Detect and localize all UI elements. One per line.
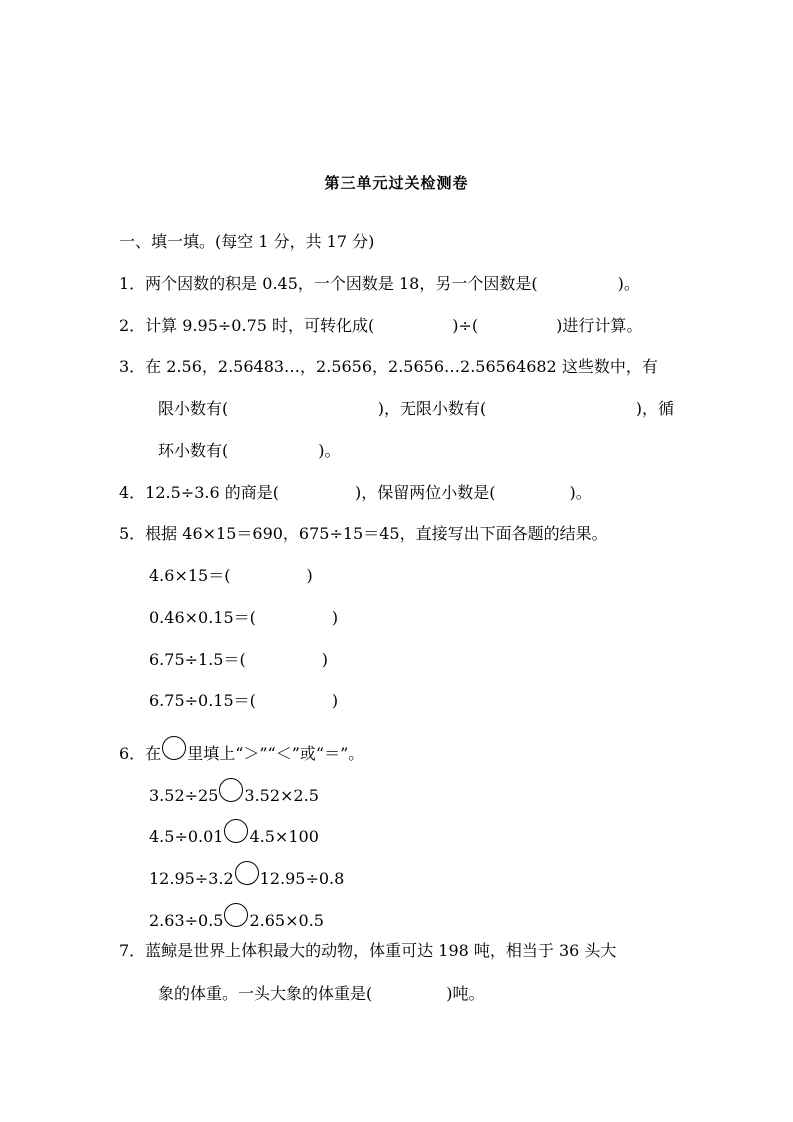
q6-item	[149, 903, 324, 931]
q6-item-right: 3.52×2.5	[244, 786, 319, 805]
q4-part-a: 4．12.5÷3.6 的商是(	[119, 483, 279, 502]
q5-item	[149, 691, 338, 711]
q6-item-left: 12.95÷3.2	[149, 869, 234, 888]
q6-item	[149, 819, 319, 847]
comparison-circle-icon	[235, 861, 259, 885]
circle-blank-icon	[162, 736, 186, 760]
question-2	[119, 316, 642, 336]
q5-item-expr: 4.6×15＝(	[149, 566, 231, 585]
q2-part-b: )÷(	[452, 316, 479, 335]
q5-item-close: )	[331, 691, 339, 710]
q5-item	[149, 608, 338, 628]
q6-item-left: 4.5÷0.01	[149, 827, 224, 846]
q2-part-a: 2．计算 9.95÷0.75 时，可转化成(	[119, 316, 375, 335]
q3-finite-label: 限小数有(	[158, 399, 229, 418]
comparison-circle-icon	[224, 819, 248, 843]
q5-item-expr: 0.46×0.15＝(	[149, 608, 256, 627]
q3-repeating-label: 环小数有(	[158, 441, 229, 460]
q1-text: 1．两个因数的积是 0.45，一个因数是 18，另一个因数是(	[119, 274, 538, 293]
question-6	[119, 736, 364, 764]
question-4	[119, 483, 592, 503]
question-3-line-1: 3．在 2.56，2.56483…，2.5656，2.5656…2.56564682 这些数中，有	[119, 357, 658, 376]
q3-repeating-prefix: )，循	[635, 399, 674, 418]
q6-item	[149, 861, 344, 889]
q6-item-left: 3.52÷25	[149, 786, 219, 805]
q7-close: )吨。	[446, 984, 485, 1003]
q6-part-b: 里填上“＞”“＜”或“＝”。	[187, 744, 365, 763]
question-7-line-2	[158, 984, 485, 1004]
q5-item-expr: 6.75÷1.5＝(	[149, 650, 246, 669]
q2-part-c: )进行计算。	[556, 316, 643, 335]
comparison-circle-icon	[224, 903, 248, 927]
question-3-line-2	[158, 399, 674, 419]
comparison-circle-icon	[219, 778, 243, 802]
q6-item-left: 2.63÷0.5	[149, 911, 224, 930]
q3-close: )。	[318, 441, 341, 460]
q3-infinite-label: )，无限小数有(	[377, 399, 487, 418]
q5-item	[149, 566, 313, 586]
q6-item-right: 4.5×100	[249, 827, 319, 846]
q6-part-a: 6．在	[119, 744, 162, 763]
question-7-line-1: 7．蓝鲸是世界上体积最大的动物，体重可达 198 吨，相当于 36 头大	[119, 941, 617, 960]
q1-close: )。	[617, 274, 640, 293]
q4-part-b: )，保留两位小数是(	[355, 483, 496, 502]
question-3-line-3	[158, 441, 341, 461]
q7-text: 象的体重。一头大象的体重是(	[158, 984, 373, 1003]
q6-item-right: 2.65×0.5	[249, 911, 324, 930]
q5-item-expr: 6.75÷0.15＝(	[149, 691, 256, 710]
q6-item-right: 12.95÷0.8	[259, 869, 345, 888]
q5-item	[149, 650, 328, 670]
question-5: 5．根据 46×15＝690，675÷15＝45，直接写出下面各题的结果。	[119, 524, 608, 543]
q5-item-close: )	[331, 608, 339, 627]
q4-part-c: )。	[569, 483, 592, 502]
page-title: 第三单元过关检测卷	[324, 174, 469, 192]
question-1	[119, 274, 640, 294]
section-heading: 一、填一填。(每空 1 分，共 17 分)	[119, 232, 375, 251]
q5-item-close: )	[321, 650, 328, 669]
q5-item-close: )	[306, 566, 313, 585]
q6-item	[149, 778, 319, 806]
